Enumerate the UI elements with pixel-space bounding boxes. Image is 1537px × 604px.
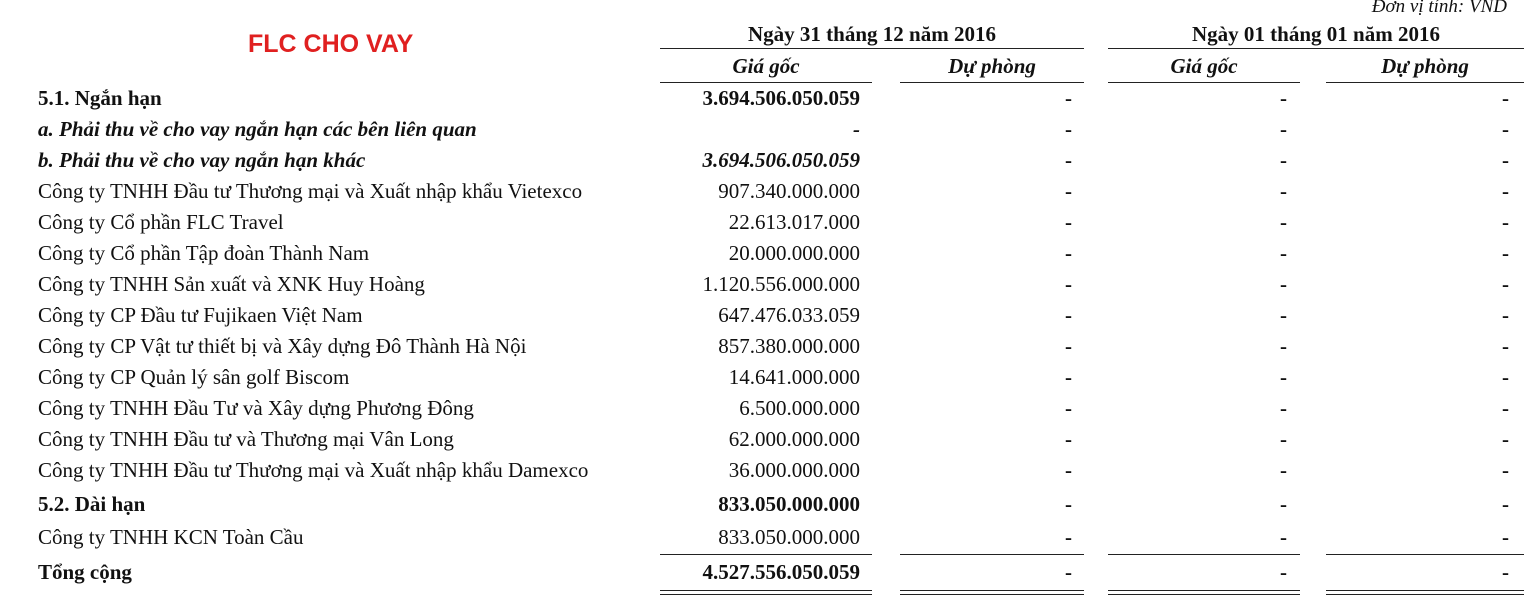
row-label: Công ty TNHH Đầu tư và Thương mại Vân Long xyxy=(38,427,454,451)
cell-cost-2016-start: - xyxy=(1280,179,1287,203)
cell-cost-2016-end: 6.500.000.000 xyxy=(739,396,860,420)
total-rule-2 xyxy=(900,554,1084,555)
double-rule-2 xyxy=(900,590,1084,595)
table-row xyxy=(0,272,1537,303)
cell-provision-2016-end: - xyxy=(1065,560,1072,584)
cell-provision-2016-end: - xyxy=(1065,492,1072,516)
cell-provision-2016-start: - xyxy=(1502,396,1509,420)
table-row xyxy=(0,334,1537,365)
cell-cost-2016-end: - xyxy=(853,117,860,141)
row-label: a. Phải thu về cho vay ngắn hạn các bên liên quan xyxy=(38,117,477,141)
row-label: Công ty Cổ phần FLC Travel xyxy=(38,210,284,234)
subheader-rule-3 xyxy=(1108,82,1300,83)
cell-provision-2016-start: - xyxy=(1502,492,1509,516)
double-rule-4 xyxy=(1326,590,1524,595)
row-label: Tổng cộng xyxy=(38,560,132,584)
header-rule-group2 xyxy=(1108,48,1524,49)
cell-provision-2016-end: - xyxy=(1065,334,1072,358)
cell-provision-2016-end: - xyxy=(1065,86,1072,110)
cell-cost-2016-start: - xyxy=(1280,427,1287,451)
cell-cost-2016-end: 3.694.506.050.059 xyxy=(702,86,860,110)
cell-cost-2016-start: - xyxy=(1280,303,1287,327)
row-label: Công ty TNHH KCN Toàn Cầu xyxy=(38,525,304,549)
column-group-2016-start: Ngày 01 tháng 01 năm 2016 xyxy=(1192,22,1440,46)
cell-provision-2016-start: - xyxy=(1502,458,1509,482)
row-label: b. Phải thu về cho vay ngắn hạn khác xyxy=(38,148,366,172)
cell-cost-2016-end: 22.613.017.000 xyxy=(728,210,860,234)
row-label: 5.2. Dài hạn xyxy=(38,492,146,516)
cell-cost-2016-end: 14.641.000.000 xyxy=(728,365,860,389)
table-row xyxy=(0,396,1537,427)
table-row xyxy=(0,458,1537,489)
column-header-cost-2016-end: Giá gốc xyxy=(732,54,800,78)
cell-provision-2016-start: - xyxy=(1502,210,1509,234)
cell-cost-2016-end: 647.476.033.059 xyxy=(718,303,860,327)
cell-provision-2016-start: - xyxy=(1502,86,1509,110)
cell-provision-2016-start: - xyxy=(1502,303,1509,327)
cell-cost-2016-start: - xyxy=(1280,148,1287,172)
row-label: Công ty TNHH Đầu tư Thương mại và Xuất nhập khẩu Damexco xyxy=(38,458,589,482)
table-row xyxy=(0,179,1537,210)
cell-cost-2016-end: 62.000.000.000 xyxy=(728,427,860,451)
table-row xyxy=(0,117,1537,148)
cell-provision-2016-end: - xyxy=(1065,272,1072,296)
table-row xyxy=(0,492,1537,523)
cell-provision-2016-end: - xyxy=(1065,117,1072,141)
cell-cost-2016-end: 857.380.000.000 xyxy=(718,334,860,358)
row-label: Công ty CP Quản lý sân golf Biscom xyxy=(38,365,350,389)
total-rule-3 xyxy=(1108,554,1300,555)
row-label: Công ty TNHH Sản xuất và XNK Huy Hoàng xyxy=(38,272,425,296)
row-label: Công ty CP Vật tư thiết bị và Xây dựng Đô Thành Hà Nội xyxy=(38,334,527,358)
cell-cost-2016-end: 907.340.000.000 xyxy=(718,179,860,203)
table-row xyxy=(0,427,1537,458)
column-header-cost-2016-start: Giá gốc xyxy=(1170,54,1238,78)
cell-cost-2016-start: - xyxy=(1280,458,1287,482)
cell-provision-2016-start: - xyxy=(1502,560,1509,584)
cell-cost-2016-start: - xyxy=(1280,560,1287,584)
cell-cost-2016-end: 833.050.000.000 xyxy=(718,525,860,549)
row-label: Công ty TNHH Đầu Tư và Xây dựng Phương Đông xyxy=(38,396,474,420)
cell-provision-2016-start: - xyxy=(1502,525,1509,549)
column-group-2016-end: Ngày 31 tháng 12 năm 2016 xyxy=(748,22,996,46)
cell-provision-2016-start: - xyxy=(1502,179,1509,203)
subheader-rule-2 xyxy=(900,82,1084,83)
table-row xyxy=(0,148,1537,179)
cell-cost-2016-start: - xyxy=(1280,334,1287,358)
row-label: Công ty CP Đầu tư Fujikaen Việt Nam xyxy=(38,303,363,327)
cell-cost-2016-start: - xyxy=(1280,492,1287,516)
total-rule-1 xyxy=(660,554,872,555)
cell-provision-2016-end: - xyxy=(1065,525,1072,549)
cell-provision-2016-start: - xyxy=(1502,365,1509,389)
cell-provision-2016-start: - xyxy=(1502,272,1509,296)
cell-provision-2016-end: - xyxy=(1065,148,1072,172)
cell-cost-2016-end: 20.000.000.000 xyxy=(728,241,860,265)
double-rule-3 xyxy=(1108,590,1300,595)
cell-cost-2016-end: 3.694.506.050.059 xyxy=(702,148,860,172)
cell-provision-2016-end: - xyxy=(1065,458,1072,482)
table-row-total xyxy=(0,560,1537,591)
cell-cost-2016-start: - xyxy=(1280,117,1287,141)
cell-cost-2016-end: 4.527.556.050.059 xyxy=(702,560,860,584)
cell-provision-2016-end: - xyxy=(1065,396,1072,420)
table-row xyxy=(0,525,1537,556)
cell-cost-2016-end: 36.000.000.000 xyxy=(728,458,860,482)
cell-provision-2016-end: - xyxy=(1065,427,1072,451)
table-row xyxy=(0,365,1537,396)
table-row xyxy=(0,86,1537,117)
cell-cost-2016-start: - xyxy=(1280,86,1287,110)
cell-provision-2016-start: - xyxy=(1502,148,1509,172)
row-label: Công ty Cổ phần Tập đoàn Thành Nam xyxy=(38,241,370,265)
cell-provision-2016-end: - xyxy=(1065,241,1072,265)
subheader-rule-4 xyxy=(1326,82,1524,83)
cell-provision-2016-start: - xyxy=(1502,427,1509,451)
header-rule-group1 xyxy=(660,48,1084,49)
total-rule-4 xyxy=(1326,554,1524,555)
table-row xyxy=(0,241,1537,272)
column-header-provision-2016-start: Dự phòng xyxy=(1381,54,1469,78)
cell-provision-2016-start: - xyxy=(1502,334,1509,358)
cell-provision-2016-start: - xyxy=(1502,117,1509,141)
cell-cost-2016-start: - xyxy=(1280,396,1287,420)
column-header-provision-2016-end: Dự phòng xyxy=(948,54,1036,78)
cell-cost-2016-start: - xyxy=(1280,525,1287,549)
page-title: FLC CHO VAY xyxy=(248,30,414,58)
double-rule-1 xyxy=(660,590,872,595)
cell-cost-2016-end: 1.120.556.000.000 xyxy=(702,272,860,296)
table-row xyxy=(0,303,1537,334)
table-row xyxy=(0,210,1537,241)
unit-note: Đơn vị tính: VND xyxy=(1371,0,1507,17)
cell-cost-2016-start: - xyxy=(1280,241,1287,265)
cell-provision-2016-end: - xyxy=(1065,303,1072,327)
subheader-rule-1 xyxy=(660,82,872,83)
cell-cost-2016-start: - xyxy=(1280,272,1287,296)
cell-cost-2016-start: - xyxy=(1280,365,1287,389)
cell-provision-2016-end: - xyxy=(1065,210,1072,234)
cell-cost-2016-start: - xyxy=(1280,210,1287,234)
row-label: 5.1. Ngắn hạn xyxy=(38,86,162,110)
cell-provision-2016-start: - xyxy=(1502,241,1509,265)
row-label: Công ty TNHH Đầu tư Thương mại và Xuất nhập khẩu Vietexco xyxy=(38,179,583,203)
cell-provision-2016-end: - xyxy=(1065,179,1072,203)
cell-cost-2016-end: 833.050.000.000 xyxy=(718,492,860,516)
cell-provision-2016-end: - xyxy=(1065,365,1072,389)
